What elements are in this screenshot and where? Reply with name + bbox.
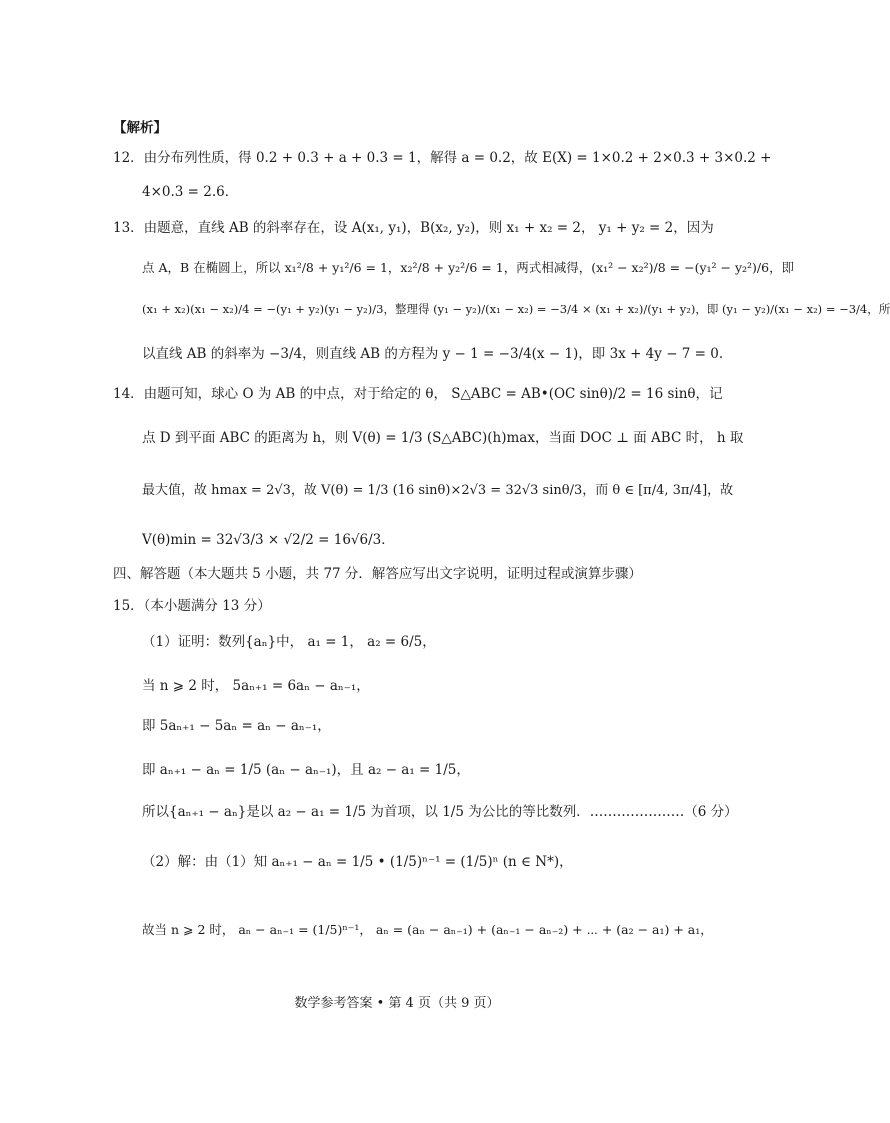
q15-line-2: 当 n ⩾ 2 时， 5aₙ₊₁ = 6aₙ − aₙ₋₁， <box>142 678 370 694</box>
q12-line-1: 12．由分布列性质，得 0.2 + 0.3 + a + 0.3 = 1，解得 a = 0.2，故 E(X) = 1×0.2 + 2×0.3 + 3×0.2 + <box>113 150 772 166</box>
q15-line-5: 所以{aₙ₊₁ − aₙ}是以 a₂ − a₁ = 1/5 为首项，以 1/5 为公比的等比数列．…………………（6 分） <box>142 804 738 820</box>
page-footer: 数学参考答案 • 第 4 页（共 9 页） <box>294 996 500 1011</box>
q14-line-3: 最大值，故 hmax = 2√3，故 V(θ) = 1/3 (16 sinθ)×2√3 = 32√3 sinθ/3，而 θ ∈ [π/4, 3π/4]，故 <box>142 483 734 498</box>
q14-line-1: 14．由题可知，球心 O 为 AB 的中点，对于给定的 θ， S△ABC = AB•(OC sinθ)/2 = 16 sinθ，记 <box>113 386 723 402</box>
q15-line-1: （1）证明：数列{aₙ}中， a₁ = 1， a₂ = 6/5， <box>142 634 436 650</box>
q14-line-4: V(θ)min = 32√3/3 × √2/2 = 16√6/3． <box>142 532 395 548</box>
q13-line-3: (x₁ + x₂)(x₁ − x₂)/4 = −(y₁ + y₂)(y₁ − y₂)/3，整理得 (y₁ − y₂)/(x₁ − x₂) = −3/4 × (x₁ + x₂)/(y₁ + y₂)，即 (y₁ − y₂)/(x₁ − x₂) = −3/4，所 <box>142 302 890 316</box>
q13-line-2: 点 A，B 在椭圆上，所以 x₁²/8 + y₁²/6 = 1，x₂²/8 + y₂²/6 = 1，两式相减得，(x₁² − x₂²)/8 = −(y₁² − y₂²)/6，即 <box>142 260 795 275</box>
q15-title: 15．（本小题满分 13 分） <box>113 598 271 614</box>
section-header: 【解析】 <box>113 120 167 136</box>
q13-line-4: 以直线 AB 的斜率为 −3/4，则直线 AB 的方程为 y − 1 = −3/4(x − 1)，即 3x + 4y − 7 = 0． <box>142 346 733 362</box>
q15-line-6: （2）解：由（1）知 aₙ₊₁ − aₙ = 1/5 • (1/5)ⁿ⁻¹ = (1/5)ⁿ (n ∈ N*)， <box>142 854 573 870</box>
q14-line-2: 点 D 到平面 ABC 的距离为 h，则 V(θ) = 1/3 (S△ABC)(h)max，当面 DOC ⊥ 面 ABC 时， h 取 <box>142 430 744 446</box>
q12-line-2: 4×0.3 = 2.6． <box>142 184 239 200</box>
q15-line-7: 故当 n ⩾ 2 时， aₙ − aₙ₋₁ = (1/5)ⁿ⁻¹， aₙ = (aₙ − aₙ₋₁) + (aₙ₋₁ − aₙ₋₂) + ⋯ + (a₂ − a₁) + a₁， <box>142 922 713 937</box>
section-4-title: 四、解答题（本大题共 5 小题，共 77 分．解答应写出文字说明，证明过程或演算步骤） <box>113 566 642 582</box>
q15-line-4: 即 aₙ₊₁ − aₙ = 1/5 (aₙ − aₙ₋₁)，且 a₂ − a₁ = 1/5， <box>142 762 470 778</box>
q15-line-3: 即 5aₙ₊₁ − 5aₙ = aₙ − aₙ₋₁， <box>142 718 331 734</box>
q13-line-1: 13．由题意，直线 AB 的斜率存在，设 A(x₁, y₁)，B(x₂, y₂)，则 x₁ + x₂ = 2， y₁ + y₂ = 2，因为 <box>113 220 714 236</box>
